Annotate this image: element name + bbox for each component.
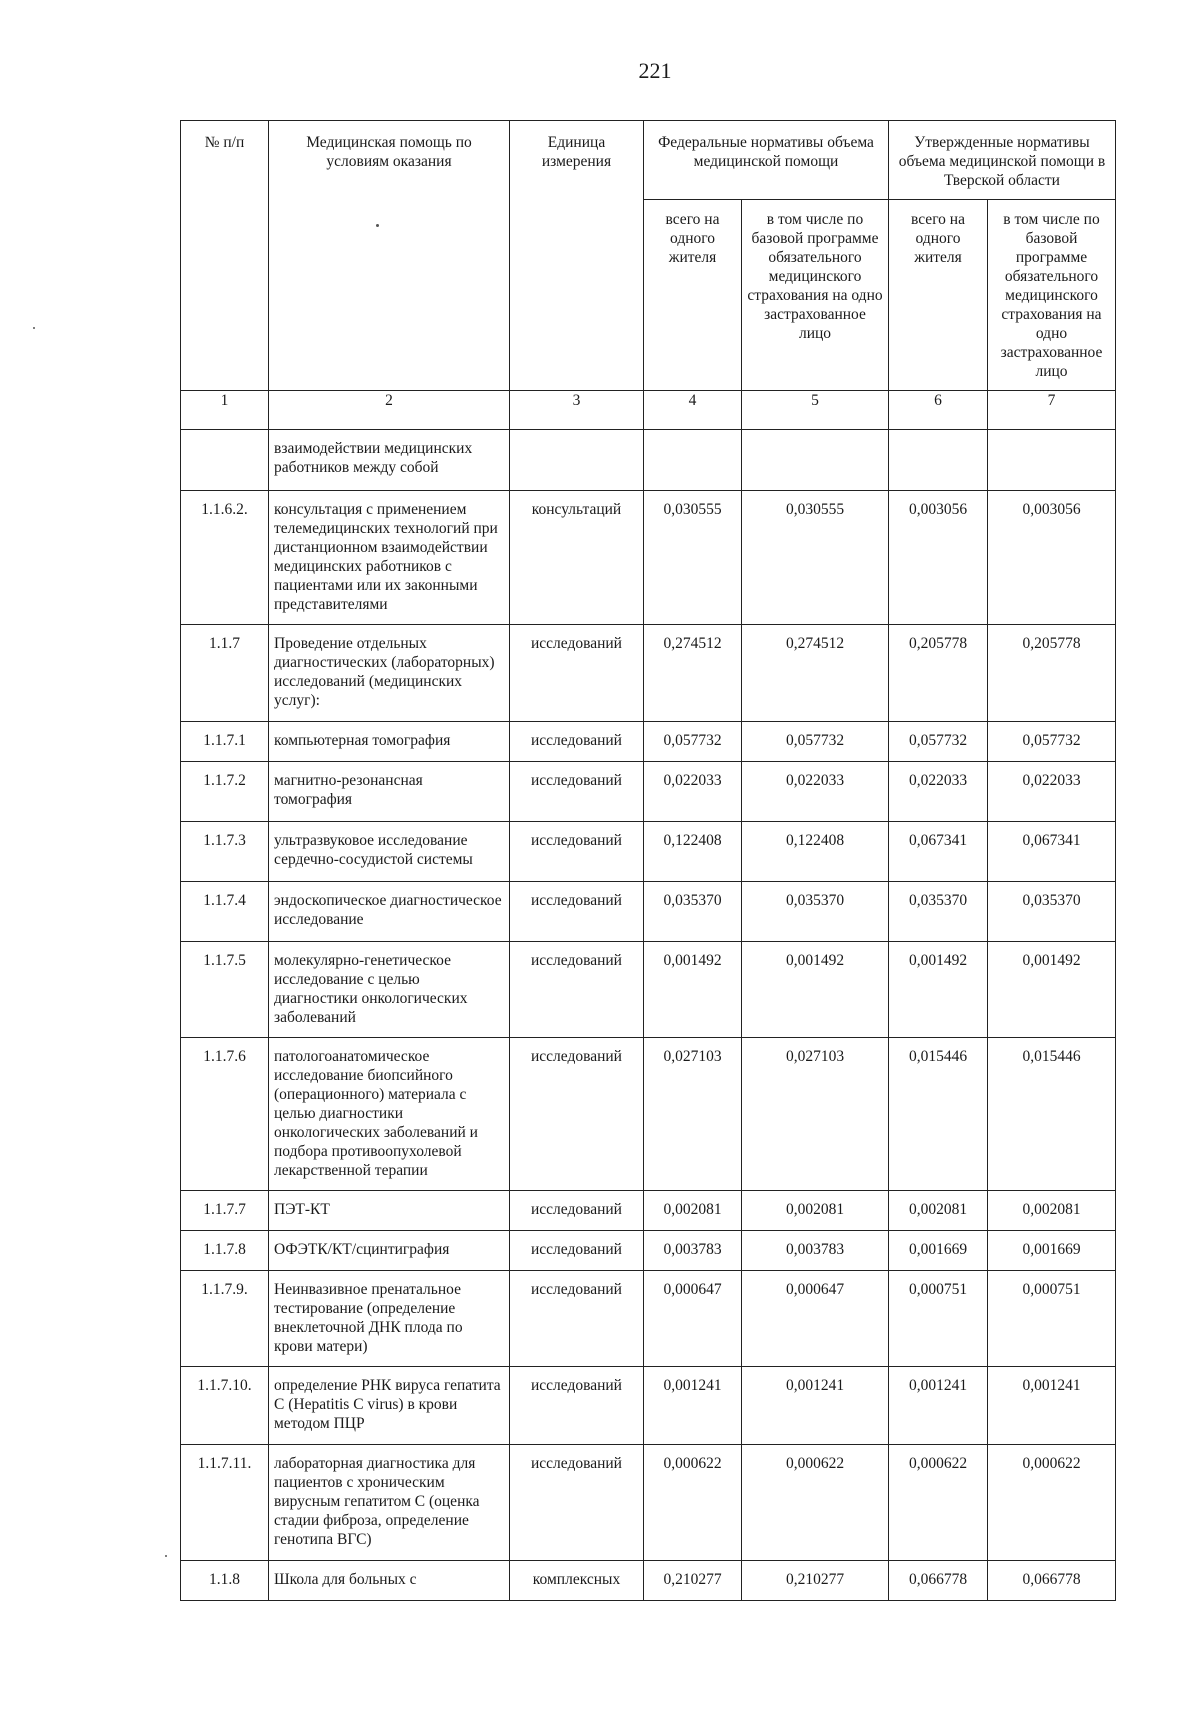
unit: исследований <box>510 1445 644 1561</box>
federal-per-resident-value: 0,122408 <box>644 822 742 882</box>
federal-per-resident-value: 0,001492 <box>644 942 742 1038</box>
tver-per-resident-value: 0,057732 <box>889 722 988 762</box>
tver-oms-value: 0,035370 <box>988 882 1116 942</box>
tver-oms-value: 0,000751 <box>988 1271 1116 1367</box>
service-name: консультация с применением телемедицинских технологий при дистанционном взаимодействии медицинских работников с пациентами или их законными представителями <box>269 491 510 625</box>
table-row <box>181 1367 1116 1445</box>
header-approved-per-resident: всего на одного жителя <box>889 200 988 391</box>
service-name: ультразвуковое исследование сердечно-сосудистой системы <box>269 822 510 882</box>
service-name: определение РНК вируса гепатита С (Hepatitis C virus) в крови методом ПЦР <box>269 1367 510 1445</box>
row-number: 1.1.7.5 <box>181 942 269 1038</box>
tver-oms-value: 0,000622 <box>988 1445 1116 1561</box>
tver-per-resident-value: 0,015446 <box>889 1038 988 1191</box>
column-number: 2 <box>269 391 510 430</box>
tver-per-resident-value: 0,205778 <box>889 625 988 722</box>
unit: исследований <box>510 1367 644 1445</box>
column-number: 6 <box>889 391 988 430</box>
table-row <box>181 762 1116 822</box>
unit: исследований <box>510 942 644 1038</box>
unit: исследований <box>510 1271 644 1367</box>
row-number: 1.1.7.8 <box>181 1231 269 1271</box>
header-col-number: № п/п <box>181 121 269 391</box>
unit: исследований <box>510 1231 644 1271</box>
table-row <box>181 1038 1116 1191</box>
federal-oms-value: 0,001241 <box>742 1367 889 1445</box>
federal-oms-value: 0,057732 <box>742 722 889 762</box>
column-number: 3 <box>510 391 644 430</box>
unit: исследований <box>510 722 644 762</box>
tver-oms-value: 0,205778 <box>988 625 1116 722</box>
table-header <box>181 121 1116 430</box>
federal-oms-value: 0,122408 <box>742 822 889 882</box>
federal-oms-value: 0,035370 <box>742 882 889 942</box>
header-group-federal: Федеральные нормативы объема медицинской помощи <box>644 121 889 200</box>
tver-oms-value: 0,001492 <box>988 942 1116 1038</box>
tver-per-resident-value: 0,035370 <box>889 882 988 942</box>
header-federal-oms: в том числе по базовой программе обязательного медицинского страхования на одно застрахованное лицо <box>742 200 889 391</box>
row-number: 1.1.7.2 <box>181 762 269 822</box>
federal-per-resident-value: 0,057732 <box>644 722 742 762</box>
federal-per-resident-value: 0,003783 <box>644 1231 742 1271</box>
row-number: 1.1.7 <box>181 625 269 722</box>
column-number: 5 <box>742 391 889 430</box>
federal-oms-value: 0,274512 <box>742 625 889 722</box>
row-number: 1.1.7.7 <box>181 1191 269 1231</box>
header-group-approved: Утвержденные нормативы объема медицинской помощи в Тверской области <box>889 121 1116 200</box>
federal-oms-value: 0,001492 <box>742 942 889 1038</box>
federal-per-resident-value: 0,000622 <box>644 1445 742 1561</box>
table-row <box>181 1231 1116 1271</box>
table-row <box>181 625 1116 722</box>
row-number: 1.1.7.3 <box>181 822 269 882</box>
table-row <box>181 722 1116 762</box>
service-name: взаимодействии медицинских работников между собой <box>269 430 510 491</box>
federal-oms-value: 0,022033 <box>742 762 889 822</box>
federal-oms-value: 0,002081 <box>742 1191 889 1231</box>
table-row <box>181 1561 1116 1601</box>
tver-oms-value: 0,022033 <box>988 762 1116 822</box>
federal-per-resident-value: 0,022033 <box>644 762 742 822</box>
federal-per-resident-value: 0,210277 <box>644 1561 742 1601</box>
row-number: 1.1.6.2. <box>181 491 269 625</box>
service-name: Неинвазивное пренатальное тестирование (определение внеклеточной ДНК плода по крови матери) <box>269 1271 510 1367</box>
unit: консультаций <box>510 491 644 625</box>
row-number <box>181 430 269 491</box>
unit: исследований <box>510 1038 644 1191</box>
unit: исследований <box>510 1191 644 1231</box>
row-number: 1.1.7.1 <box>181 722 269 762</box>
federal-per-resident-value: 0,030555 <box>644 491 742 625</box>
tver-per-resident-value: 0,066778 <box>889 1561 988 1601</box>
tver-per-resident-value: 0,001669 <box>889 1231 988 1271</box>
federal-oms-value: 0,000647 <box>742 1271 889 1367</box>
table-row <box>181 822 1116 882</box>
row-number: 1.1.7.10. <box>181 1367 269 1445</box>
table-row <box>181 942 1116 1038</box>
service-name: ПЭТ-КТ <box>269 1191 510 1231</box>
column-number: 1 <box>181 391 269 430</box>
column-number: 7 <box>988 391 1116 430</box>
header-federal-per-resident: всего на одного жителя <box>644 200 742 391</box>
tver-oms-value: 0,015446 <box>988 1038 1116 1191</box>
tver-oms-value: 0,001669 <box>988 1231 1116 1271</box>
table-row <box>181 1445 1116 1561</box>
row-number: 1.1.7.6 <box>181 1038 269 1191</box>
tver-oms-value: 0,003056 <box>988 491 1116 625</box>
page-number: 221 <box>638 58 672 83</box>
federal-oms-value: 0,030555 <box>742 491 889 625</box>
service-name: лабораторная диагностика для пациентов с хроническим вирусным гепатитом С (оценка стадии фиброза, определение генотипа ВГС) <box>269 1445 510 1561</box>
unit: комплексных <box>510 1561 644 1601</box>
federal-oms-value: 0,000622 <box>742 1445 889 1561</box>
federal-per-resident-value: 0,002081 <box>644 1191 742 1231</box>
scan-speck <box>165 1555 167 1557</box>
header-col-unit: Единица измерения <box>510 121 644 391</box>
federal-per-resident-value: 0,274512 <box>644 625 742 722</box>
column-number: 4 <box>644 391 742 430</box>
tver-per-resident-value: 0,067341 <box>889 822 988 882</box>
tver-oms-value <box>988 430 1116 491</box>
tver-oms-value: 0,002081 <box>988 1191 1116 1231</box>
tver-per-resident-value: 0,022033 <box>889 762 988 822</box>
federal-per-resident-value: 0,001241 <box>644 1367 742 1445</box>
federal-oms-value: 0,003783 <box>742 1231 889 1271</box>
table-row <box>181 430 1116 491</box>
federal-oms-value <box>742 430 889 491</box>
unit: исследований <box>510 762 644 822</box>
table-row <box>181 882 1116 942</box>
unit <box>510 430 644 491</box>
tver-oms-value: 0,067341 <box>988 822 1116 882</box>
row-number: 1.1.7.4 <box>181 882 269 942</box>
row-number: 1.1.7.11. <box>181 1445 269 1561</box>
service-name: ОФЭТК/КТ/сцинтиграфия <box>269 1231 510 1271</box>
tver-per-resident-value: 0,001241 <box>889 1367 988 1445</box>
header-col-care-conditions: Медицинская помощь по условиям оказания <box>269 121 510 391</box>
scan-speck <box>33 327 35 329</box>
tver-oms-value: 0,057732 <box>988 722 1116 762</box>
service-name: молекулярно-генетическое исследование с целью диагностики онкологических заболеваний <box>269 942 510 1038</box>
federal-oms-value: 0,027103 <box>742 1038 889 1191</box>
row-number: 1.1.7.9. <box>181 1271 269 1367</box>
tver-per-resident-value: 0,000622 <box>889 1445 988 1561</box>
federal-oms-value: 0,210277 <box>742 1561 889 1601</box>
header-approved-oms: в том числе по базовой программе обязательного медицинского страхования на одно застрахованное лицо <box>988 200 1116 391</box>
federal-per-resident-value <box>644 430 742 491</box>
tver-per-resident-value: 0,001492 <box>889 942 988 1038</box>
unit: исследований <box>510 882 644 942</box>
federal-per-resident-value: 0,035370 <box>644 882 742 942</box>
tver-per-resident-value <box>889 430 988 491</box>
service-name: Проведение отдельных диагностических (лабораторных) исследований (медицинских услуг): <box>269 625 510 722</box>
column-numbers-row <box>181 391 1116 430</box>
service-name: патологоанатомическое исследование биопсийного (операционного) материала с целью диагностики онкологических заболеваний и подбора противоопухолевой лекарственной терапии <box>269 1038 510 1191</box>
row-number: 1.1.8 <box>181 1561 269 1601</box>
service-name: компьютерная томография <box>269 722 510 762</box>
service-name: Школа для больных с <box>269 1561 510 1601</box>
table-row <box>181 491 1116 625</box>
tver-per-resident-value: 0,003056 <box>889 491 988 625</box>
service-name: эндоскопическое диагностическое исследование <box>269 882 510 942</box>
unit: исследований <box>510 822 644 882</box>
table-body <box>181 430 1116 1601</box>
tver-oms-value: 0,001241 <box>988 1367 1116 1445</box>
tver-per-resident-value: 0,002081 <box>889 1191 988 1231</box>
table-row <box>181 1271 1116 1367</box>
tver-per-resident-value: 0,000751 <box>889 1271 988 1367</box>
tver-oms-value: 0,066778 <box>988 1561 1116 1601</box>
service-name: магнитно-резонансная томография <box>269 762 510 822</box>
norms-table <box>180 120 1116 1601</box>
table-row <box>181 1191 1116 1231</box>
federal-per-resident-value: 0,027103 <box>644 1038 742 1191</box>
federal-per-resident-value: 0,000647 <box>644 1271 742 1367</box>
unit: исследований <box>510 625 644 722</box>
